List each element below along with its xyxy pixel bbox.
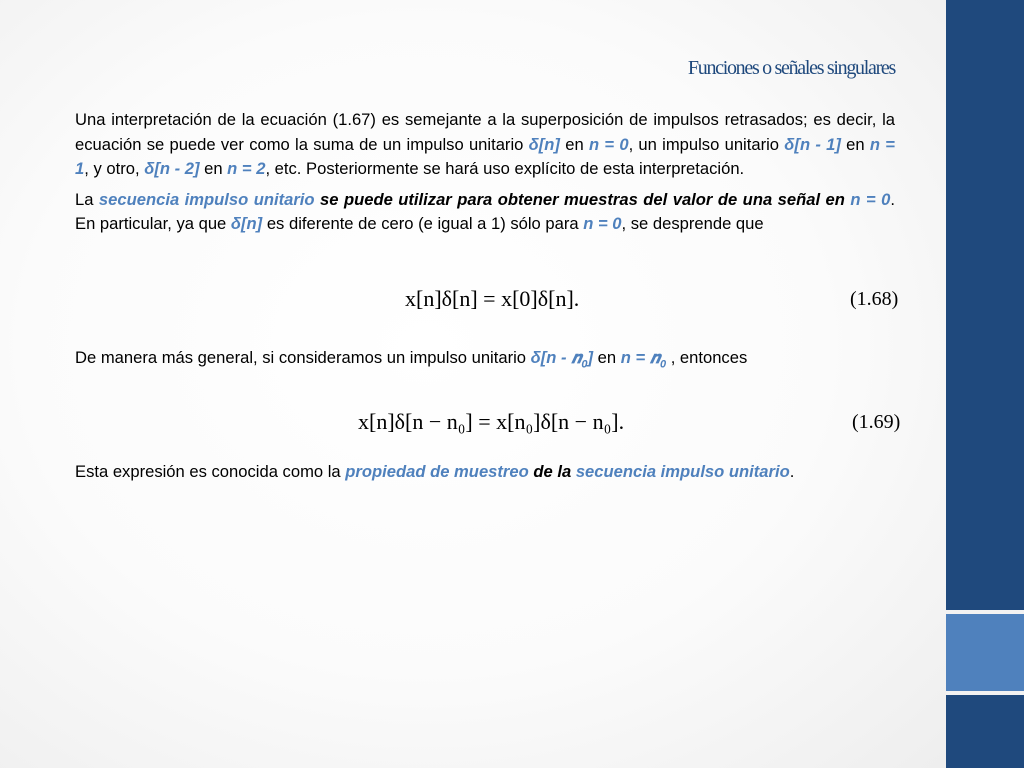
text: ]: [587, 348, 594, 367]
side-bar-divider: [946, 691, 1024, 695]
highlight: n = 0: [583, 214, 622, 234]
equation-number: (1.68): [850, 288, 899, 310]
text: en: [559, 134, 589, 154]
highlight: n = 0: [588, 134, 629, 154]
highlight: propiedad de muestreo: [345, 462, 529, 481]
text: 𝒏: [649, 348, 660, 367]
paragraph-sampling-property: [75, 462, 895, 482]
equation-number: (1.69): [852, 411, 901, 433]
text: La: [75, 189, 99, 209]
highlight: [620, 348, 667, 371]
text: , etc. Posteriormente se hará uso explícito de esta interpretación.: [265, 159, 745, 179]
text: en: [199, 159, 228, 179]
equation-1-69: [358, 409, 624, 435]
text: , y otro,: [84, 159, 145, 179]
text: , entonces: [666, 348, 748, 367]
text: 𝒏: [571, 348, 582, 367]
text: es diferente de cero (e igual a 1) sólo para: [262, 214, 584, 234]
subscript: 0: [659, 358, 667, 371]
highlight: δ[n - 2]: [144, 159, 200, 179]
highlight: [530, 348, 594, 371]
emphasis: de la: [528, 462, 576, 481]
paragraph-general-impulse: [75, 348, 895, 370]
side-bar-accent: [946, 614, 1024, 691]
highlight: secuencia impulso unitario: [575, 462, 790, 481]
text: .: [789, 462, 795, 481]
text: Esta expresión es conocida como la: [75, 462, 346, 481]
highlight: n = 1: [75, 134, 895, 179]
slide-title: Funciones o señales singulares: [687, 57, 895, 79]
equation-rhs: x[0]δ[n].: [501, 286, 580, 311]
subscript: 0: [581, 358, 588, 371]
equation-lhs: x[n]δ[n]: [405, 286, 478, 311]
equation-operator: =: [472, 409, 497, 434]
text: . En particular, ya que: [75, 189, 895, 234]
text: , un impulso unitario: [628, 134, 785, 154]
paragraph-impulse-sampling: [75, 188, 895, 237]
equation-operator: =: [477, 286, 502, 311]
equation-lhs: x[n]δ[n − n₀]: [358, 409, 473, 434]
slide-body: [75, 108, 895, 237]
highlight: δ[n]: [230, 214, 263, 234]
text: , se desprende que: [621, 214, 764, 234]
text: δ[n -: [530, 348, 572, 367]
emphasis: se puede utilizar para obtener muestras del valor de una señal en: [314, 189, 851, 209]
paragraph-interpretation: [75, 108, 895, 182]
text: en: [593, 348, 621, 367]
text: Una interpretación de la ecuación (1.67) es semejante a la superposición de impulsos retrasados; es decir, la ecuación se puede ver como la suma de un impulso unitario: [75, 110, 895, 154]
text: De manera más general, si consideramos un impulso unitario: [75, 348, 531, 367]
highlight: n = 0: [850, 189, 891, 209]
highlight: δ[n - 1]: [784, 134, 841, 154]
equation-rhs: x[n₀]δ[n − n₀].: [496, 409, 625, 434]
text: en: [840, 134, 870, 154]
text: n =: [620, 348, 650, 367]
highlight: δ[n]: [528, 134, 560, 154]
equation-1-68: [405, 286, 579, 312]
highlight: secuencia impulso unitario: [98, 189, 315, 209]
highlight: n = 2: [227, 159, 266, 179]
